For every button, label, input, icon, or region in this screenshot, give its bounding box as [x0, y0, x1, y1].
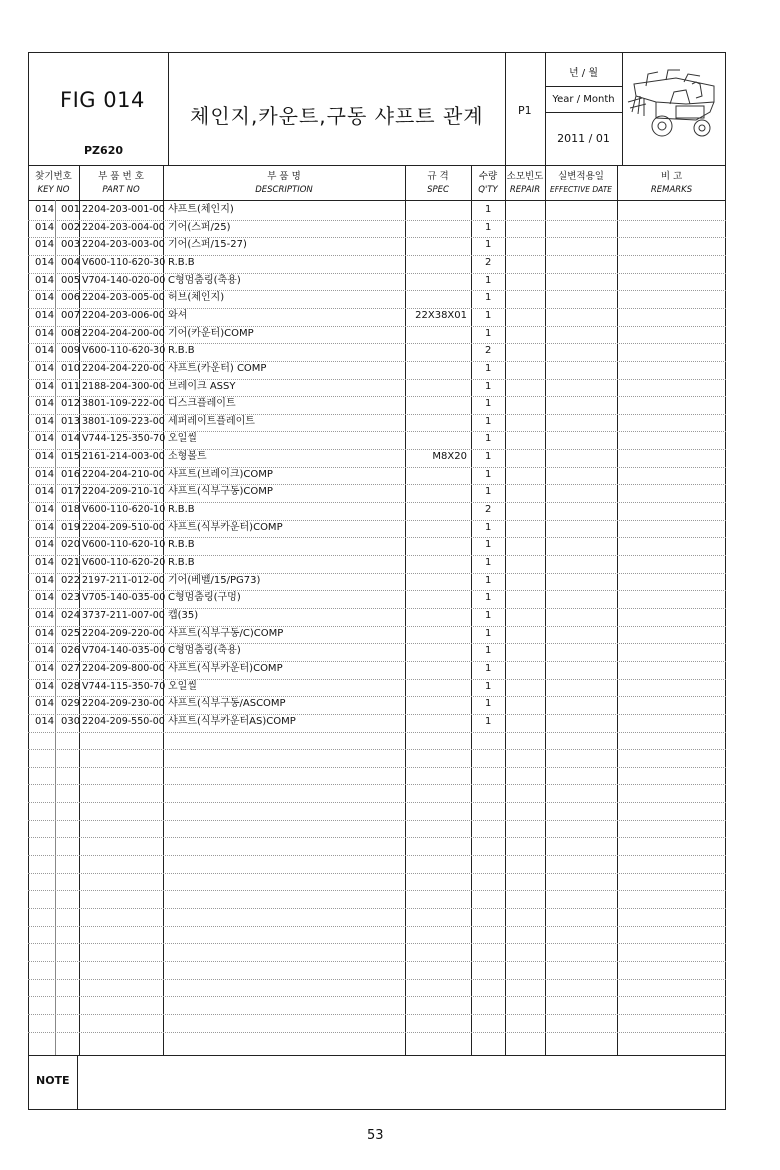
row-key-no: 013 — [61, 416, 81, 427]
row-fig: 014 — [35, 645, 55, 656]
col-part-ko: 부 품 번 호 — [98, 171, 144, 182]
row-fig: 014 — [35, 328, 55, 339]
row-key-no: 028 — [61, 681, 81, 692]
row-rule — [28, 908, 726, 909]
row-part-no: 2204-204-200-00 — [82, 328, 165, 339]
note-top-line — [28, 1055, 726, 1056]
row-fig: 014 — [35, 539, 55, 550]
row-part-no: V704-140-035-00 — [82, 645, 166, 656]
row-description: 세퍼레이트플레이트 — [168, 416, 255, 427]
row-key-no: 024 — [61, 610, 81, 621]
row-description: 샤프트(식부구동/C)COMP — [168, 628, 284, 639]
col-part-en: PART NO — [102, 185, 140, 195]
row-key-no: 018 — [61, 504, 81, 515]
col-key-ko: 찾기번호 — [35, 171, 72, 182]
row-qty: 1 — [485, 398, 492, 409]
col-qty-ko: 수량 — [478, 171, 498, 182]
row-qty: 1 — [485, 716, 492, 727]
page-number: 53 — [367, 1128, 384, 1143]
row-description: 샤프트(식부카운터)COMP — [168, 663, 283, 674]
revision-date: 2011 / 01 — [557, 132, 610, 145]
model-code: PZ620 — [84, 144, 123, 157]
row-fig: 014 — [35, 469, 55, 480]
row-qty: 1 — [485, 557, 492, 568]
row-part-no: 2204-203-005-00 — [82, 292, 165, 303]
row-fig: 014 — [35, 222, 55, 233]
row-description: 샤프트(식부카운터AS)COMP — [168, 716, 296, 727]
row-description: R.B.B — [168, 345, 195, 356]
row-fig: 014 — [35, 698, 55, 709]
row-key-no: 025 — [61, 628, 81, 639]
row-qty: 2 — [485, 504, 492, 515]
row-description: R.B.B — [168, 504, 195, 515]
row-key-no: 005 — [61, 275, 81, 286]
row-qty: 1 — [485, 239, 492, 250]
col-line-desc — [405, 165, 406, 1055]
row-key-no: 003 — [61, 239, 81, 250]
row-rule — [28, 855, 726, 856]
row-description: C형멈춤링(축용) — [168, 275, 241, 286]
row-description: 샤프트(체인지) — [168, 204, 234, 215]
row-description: 오일씰 — [168, 681, 197, 692]
row-description: R.B.B — [168, 257, 195, 268]
row-rule — [28, 873, 726, 874]
row-fig: 014 — [35, 575, 55, 586]
row-part-no: 2204-203-003-00 — [82, 239, 165, 250]
row-part-no: 2204-204-220-00 — [82, 363, 165, 374]
row-key-no: 026 — [61, 645, 81, 656]
row-fig: 014 — [35, 504, 55, 515]
row-part-no: 2161-214-003-00 — [82, 451, 165, 462]
row-description: 기어(베벨/15/PG73) — [168, 575, 261, 586]
row-fig: 014 — [35, 292, 55, 303]
header-divider-2 — [505, 52, 506, 165]
row-rule — [28, 820, 726, 821]
row-key-no: 020 — [61, 539, 81, 550]
row-part-no: 2204-203-006-00 — [82, 310, 165, 321]
row-key-no: 009 — [61, 345, 81, 356]
row-description: 샤프트(식부구동/ASCOMP — [168, 698, 286, 709]
row-part-no: 2197-211-012-00 — [82, 575, 165, 586]
row-part-no: V600-110-620-30 — [82, 345, 166, 356]
row-description: 허브(체인지) — [168, 292, 225, 303]
row-fig: 014 — [35, 628, 55, 639]
row-qty: 1 — [485, 539, 492, 550]
row-qty: 1 — [485, 433, 492, 444]
row-qty: 1 — [485, 310, 492, 321]
row-qty: 1 — [485, 575, 492, 586]
row-key-no: 001 — [61, 204, 81, 215]
row-fig: 014 — [35, 310, 55, 321]
row-rule — [28, 749, 726, 750]
row-key-no: 019 — [61, 522, 81, 533]
row-key-no: 029 — [61, 698, 81, 709]
row-qty: 1 — [485, 363, 492, 374]
col-rem-ko: 비 고 — [660, 171, 683, 182]
row-key-no: 023 — [61, 592, 81, 603]
row-fig: 014 — [35, 257, 55, 268]
column-header-top — [28, 165, 726, 166]
row-rule — [28, 1014, 726, 1015]
col-desc-en: DESCRIPTION — [255, 185, 313, 195]
row-part-no: V600-110-620-20 — [82, 557, 166, 568]
row-spec: M8X20 — [432, 451, 467, 462]
row-rule — [28, 1032, 726, 1033]
row-rule — [28, 767, 726, 768]
row-description: C형멈춤링(구멍) — [168, 592, 241, 603]
row-fig: 014 — [35, 275, 55, 286]
row-fig: 014 — [35, 239, 55, 250]
row-key-no: 030 — [61, 716, 81, 727]
header-hline-b — [545, 112, 622, 113]
row-key-no: 012 — [61, 398, 81, 409]
col-spec-en: SPEC — [427, 185, 449, 195]
row-part-no: 2188-204-300-00 — [82, 381, 165, 392]
row-key-no: 010 — [61, 363, 81, 374]
row-qty: 1 — [485, 592, 492, 603]
row-rule — [28, 837, 726, 838]
row-description: 샤프트(식부카운터)COMP — [168, 522, 283, 533]
row-description: 캡(35) — [168, 610, 199, 621]
row-part-no: 2204-203-004-00 — [82, 222, 165, 233]
fig-number: FIG 014 — [60, 88, 145, 112]
col-line-eff — [617, 165, 618, 1055]
row-fig: 014 — [35, 345, 55, 356]
page-code: P1 — [518, 104, 532, 117]
header-divider-4 — [622, 52, 623, 165]
row-fig: 014 — [35, 557, 55, 568]
row-rule — [28, 943, 726, 944]
row-qty: 1 — [485, 451, 492, 462]
row-description: R.B.B — [168, 557, 195, 568]
row-description: 샤프트(식부구동)COMP — [168, 486, 273, 497]
row-rule — [28, 996, 726, 997]
row-rule — [28, 732, 726, 733]
row-part-no: 3801-109-223-00 — [82, 416, 165, 427]
row-rule — [28, 890, 726, 891]
col-desc-ko: 부 품 명 — [267, 171, 301, 182]
year-month-en: Year / Month — [552, 94, 615, 105]
row-part-no: 2204-209-220-00 — [82, 628, 165, 639]
column-header-bottom — [28, 200, 726, 201]
row-part-no: 2204-209-210-10 — [82, 486, 165, 497]
row-qty: 1 — [485, 275, 492, 286]
row-key-no: 004 — [61, 257, 81, 268]
row-fig: 014 — [35, 592, 55, 603]
row-qty: 1 — [485, 663, 492, 674]
row-description: 기어(스퍼/25) — [168, 222, 231, 233]
row-key-no: 022 — [61, 575, 81, 586]
row-key-no: 015 — [61, 451, 81, 462]
row-key-no: 014 — [61, 433, 81, 444]
col-eff-ko: 실변적용일 — [558, 171, 604, 182]
row-key-no: 008 — [61, 328, 81, 339]
col-qty-en: Q'TY — [478, 185, 498, 195]
row-qty: 1 — [485, 469, 492, 480]
row-qty: 1 — [485, 381, 492, 392]
row-description: 디스크플레이트 — [168, 398, 236, 409]
row-part-no: 3801-109-222-00 — [82, 398, 165, 409]
row-fig: 014 — [35, 681, 55, 692]
row-rule — [28, 926, 726, 927]
header-divider-1 — [168, 52, 169, 165]
row-fig: 014 — [35, 716, 55, 727]
row-description: 브레이크 ASSY — [168, 381, 236, 392]
row-rule — [28, 802, 726, 803]
row-fig: 014 — [35, 204, 55, 215]
row-fig: 014 — [35, 522, 55, 533]
row-description: 기어(스퍼/15-27) — [168, 239, 247, 250]
row-fig: 014 — [35, 416, 55, 427]
row-rule — [28, 784, 726, 785]
row-qty: 2 — [485, 345, 492, 356]
row-description: 샤프트(카운터) COMP — [168, 363, 267, 374]
row-qty: 1 — [485, 610, 492, 621]
row-fig: 014 — [35, 663, 55, 674]
col-line-qty — [505, 165, 506, 1055]
row-fig: 014 — [35, 398, 55, 409]
row-part-no: 2204-204-210-00 — [82, 469, 165, 480]
col-key-en: KEY NO — [37, 185, 70, 195]
row-part-no: 2204-209-510-00 — [82, 522, 165, 533]
col-spec-ko: 규 격 — [427, 171, 449, 182]
row-rule — [28, 961, 726, 962]
row-fig: 014 — [35, 486, 55, 497]
row-qty: 1 — [485, 222, 492, 233]
row-description: 소형볼트 — [168, 451, 207, 462]
col-eff-en: EFFECTIVE DATE — [549, 185, 613, 194]
row-part-no: V600-110-620-10 — [82, 539, 166, 550]
col-line-repair — [545, 165, 546, 1055]
note-divider — [77, 1055, 78, 1110]
row-rule — [28, 979, 726, 980]
row-key-no: 016 — [61, 469, 81, 480]
row-part-no: V600-110-620-30 — [82, 257, 166, 268]
row-fig: 014 — [35, 433, 55, 444]
row-part-no: 2204-209-550-00 — [82, 716, 165, 727]
note-label: NOTE — [36, 1074, 70, 1087]
col-repair-ko: 소모빈도 — [506, 171, 544, 182]
row-part-no: 2204-203-001-00 — [82, 204, 165, 215]
row-qty: 1 — [485, 328, 492, 339]
row-fig: 014 — [35, 363, 55, 374]
row-fig: 014 — [35, 610, 55, 621]
col-rem-en: REMARKS — [650, 185, 693, 195]
row-key-no: 007 — [61, 310, 81, 321]
row-part-no: V704-140-020-00 — [82, 275, 166, 286]
row-key-no: 021 — [61, 557, 81, 568]
row-description: 샤프트(브레이크)COMP — [168, 469, 273, 480]
row-part-no: 2204-209-800-00 — [82, 663, 165, 674]
row-qty: 1 — [485, 204, 492, 215]
row-part-no: 2204-209-230-00 — [82, 698, 165, 709]
row-qty: 1 — [485, 645, 492, 656]
row-part-no: V744-125-350-70 — [82, 433, 166, 444]
row-spec: 22X38X01 — [415, 310, 467, 321]
row-key-no: 011 — [61, 381, 81, 392]
col-repair-en: REPAIR — [509, 185, 541, 195]
page-title: 체인지,카운트,구동 샤프트 관계 — [190, 104, 484, 128]
row-key-no: 027 — [61, 663, 81, 674]
row-fig: 014 — [35, 451, 55, 462]
row-qty: 1 — [485, 698, 492, 709]
header-hline-a — [545, 86, 622, 87]
row-qty: 1 — [485, 486, 492, 497]
row-qty: 2 — [485, 257, 492, 268]
row-part-no: V705-140-035-00 — [82, 592, 166, 603]
row-qty: 1 — [485, 522, 492, 533]
row-part-no: V600-110-620-10 — [82, 504, 166, 515]
row-fig: 014 — [35, 381, 55, 392]
row-description: 오일씰 — [168, 433, 197, 444]
row-key-no: 017 — [61, 486, 81, 497]
row-part-no: V744-115-350-70 — [82, 681, 166, 692]
col-line-spec — [471, 165, 472, 1055]
row-qty: 1 — [485, 628, 492, 639]
row-qty: 1 — [485, 416, 492, 427]
row-description: 기어(카운터)COMP — [168, 328, 254, 339]
row-description: 와셔 — [168, 310, 188, 321]
row-qty: 1 — [485, 292, 492, 303]
row-qty: 1 — [485, 681, 492, 692]
row-description: C형멈춤링(축용) — [168, 645, 241, 656]
row-part-no: 3737-211-007-00 — [82, 610, 165, 621]
row-key-no: 002 — [61, 222, 81, 233]
year-month-ko: 년 / 월 — [568, 68, 599, 79]
rice-transplanter-machine-icon — [626, 56, 722, 160]
row-description: R.B.B — [168, 539, 195, 550]
row-key-no: 006 — [61, 292, 81, 303]
